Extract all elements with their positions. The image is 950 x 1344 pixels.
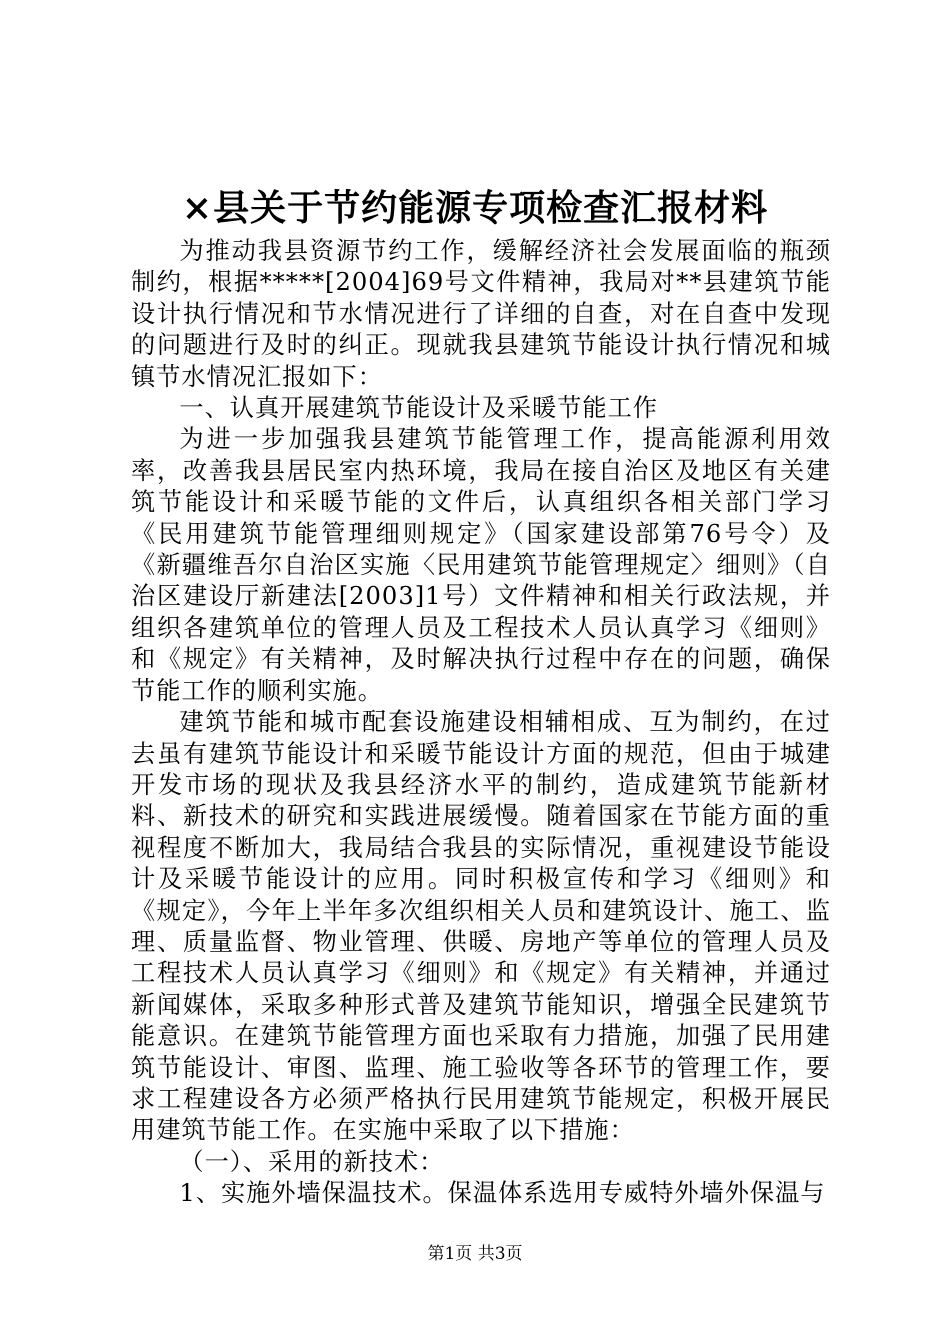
section-heading-1: 一、认真开展建筑节能设计及采暖节能工作 xyxy=(179,394,658,423)
subsection-heading-1: （一）、采用的新技术： xyxy=(179,1147,445,1176)
paragraph-measures: 建筑节能和城市配套设施建设相辅相成、互为制约，在过去虽有建筑节能设计和采暖节能设计方面的规范，但由于城建开发市场的现状及我县经济水平的制约，造成建筑节能新材料、新技术的研究和实践进展缓慢。随着国家在节能方面的重视程度不断加大，我局结合我县的实际情况，重视建设节能设计及采暖节能设计的应用。同时积极宣传和学习《细则》和《规定》，今年上半年多次组织相关人员和建筑设计、施工、监理、质量监督、物业管理、供暖、房地产等单位的管理人员及工程技术人员认真学习《细则》和《规定》有关精神，并通过新闻媒体，采取多种形式普及建筑节能知识，增强全民建筑节能意识。在建筑节能管理方面也采取有力措施，加强了民用建筑节能设计、审图、监理、施工验收等各环节的管理工作，要求工程建设各方必须严格执行民用建筑节能规定，积极开展民用建筑节能工作。在实施中采取了以下措施： xyxy=(131,708,831,1145)
document-body xyxy=(131,236,831,1210)
document-title: ×县关于节约能源专项检查汇报材料 xyxy=(181,187,769,229)
paragraph-management: 为进一步加强我县建筑节能管理工作，提高能源利用效率，改善我县居民室内热环境，我局在接自治区及地区有关建筑节能设计和采暖节能的文件后，认真组织各相关部门学习《民用建筑节能管理细则规定》（国家建设部第76号令）及《新疆维吾尔自治区实施〈民用建筑节能管理规定〉细则》（自治区建设厅新建法[2003]1号）文件精神和相关行政法规，并组织各建筑单位的管理人员及工程技术人员认真学习《细则》和《规定》有关精神，及时解决执行过程中存在的问题，确保节能工作的顺利实施。 xyxy=(131,425,831,705)
list-item-1: 1、实施外墙保温技术。保温体系选用专威特外墙外保温与 xyxy=(179,1179,826,1208)
page-footer: 第1页 共3页 xyxy=(427,1244,523,1264)
paragraph-intro: 为推动我县资源节约工作，缓解经济社会发展面临的瓶颈制约，根据*****[2004]69号文件精神，我局对**县建筑节能设计执行情况和节水情况进行了详细的自查，对在自查中发现的问题进行及时的纠正。现就我县建筑节能设计执行情况和城镇节水情况汇报如下： xyxy=(131,237,831,391)
